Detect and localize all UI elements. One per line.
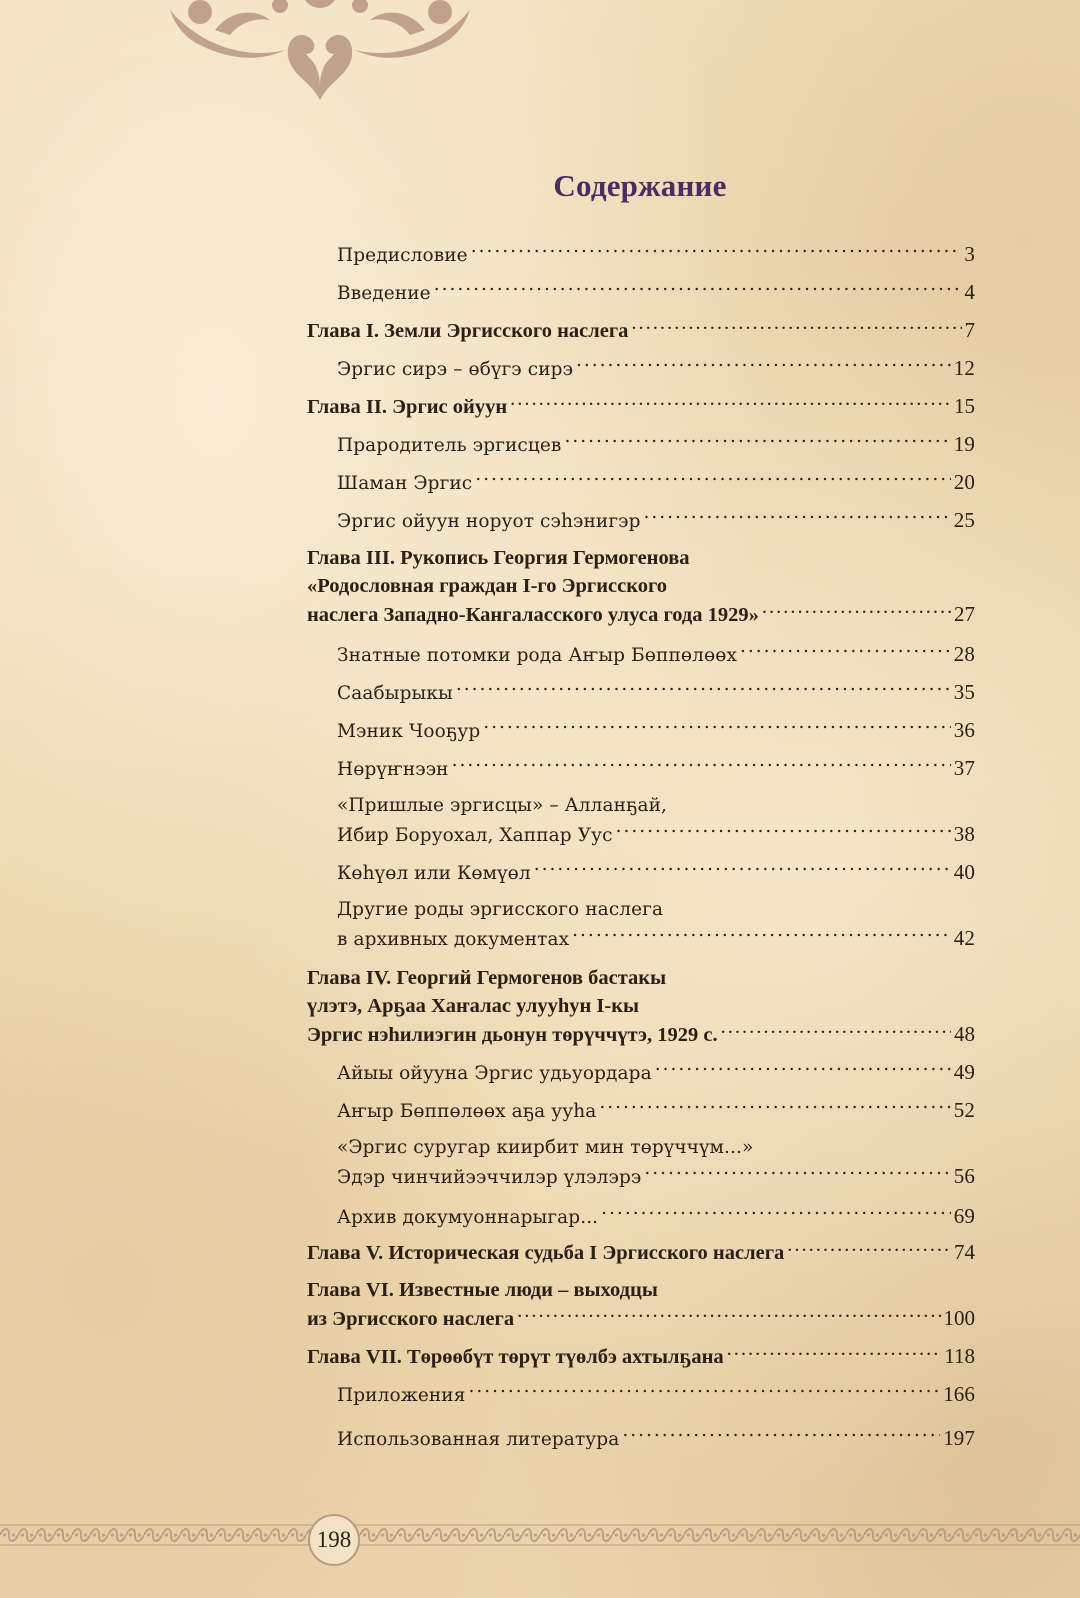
ornament-top — [160, 0, 480, 110]
toc-chapter-4: Глава IV. Георгий Гермогенов бастакы үлэтэ, Арҕаа Хаҥалас улууһун I-кы Эргис нэһилиэгин дьонун төрүччүтэ, 1929 с. ..... 48 — [307, 964, 975, 1049]
toc-entry: Знатные потомки рода Аҥыр Бөппөлөөх ..... 28 — [337, 640, 975, 670]
toc-entry: Нөрүҥнээн ..... 37 — [337, 754, 975, 784]
toc-entry: «Эргис суругар киирбит мин төрүччүм...» Эдэр чинчийээччилэр үлэлэрэ ..... 56 — [337, 1134, 975, 1192]
toc-entry-bibliography: Использованная литература ..... 197 — [337, 1424, 975, 1454]
toc-chapter-2: Глава II. Эргис ойуун ..... 15 — [307, 392, 975, 421]
toc-entry: Мэник Чооҕур ..... 36 — [337, 716, 975, 746]
toc-entry: Саабырыкы ..... 35 — [337, 678, 975, 708]
toc-chapter-3: Глава III. Рукопись Георгия Гермогенова «Родословная граждан I-го Эргисского наслега Западно-Кангаласского улуса года 1929» ..... 27 — [307, 544, 975, 629]
toc-chapter-5: Глава V. Историческая судьба I Эргисского наслега ..... 74 — [307, 1238, 975, 1267]
toc-entry: Айыы ойууна Эргис удьуордара ..... 49 — [337, 1058, 975, 1088]
toc-entry: Эргис ойуун норуот сэһэнигэр ..... 25 — [337, 506, 975, 536]
toc-entry: «Пришлые эргисцы» – Алланҕай, Ибир Боруохал, Хаппар Уус ..... 38 — [337, 792, 975, 850]
toc-chapter-1: Глава I. Земли Эргисского наслега ..... 7 — [307, 316, 975, 345]
toc-entry-appendices: Приложения ..... 166 — [337, 1380, 975, 1410]
page-title: Содержание — [553, 168, 727, 203]
toc-chapter-6: Глава VI. Известные люди – выходцы из Эргисского наслега ..... 100 — [307, 1276, 975, 1333]
toc-entry-preface: Предисловие ..... 3 — [337, 240, 975, 270]
toc-entry: Прародитель эргисцев ..... 19 — [337, 430, 975, 460]
toc-entry: Аҥыр Бөппөлөөх аҕа ууһа ..... 52 — [337, 1096, 975, 1126]
toc-chapter-7: Глава VII. Төрөөбүт төрүт түөлбэ ахтылҕана ..... 118 — [307, 1342, 975, 1371]
toc-entry: Другие роды эргисского наслега в архивных документах ..... 42 — [337, 896, 975, 954]
toc-entry-introduction: Введение ..... 4 — [337, 278, 975, 308]
page-number: 198 — [308, 1514, 360, 1566]
decorative-border — [0, 1524, 1080, 1546]
toc-entry: Көһүөл или Көмүөл ..... 40 — [337, 858, 975, 888]
toc-entry: Шаман Эргис ..... 20 — [337, 468, 975, 498]
toc-entry: Архив докумуоннарыгар... ..... 69 — [337, 1202, 975, 1232]
toc-entry: Эргис сирэ – өбүгэ сирэ ..... 12 — [337, 354, 975, 384]
